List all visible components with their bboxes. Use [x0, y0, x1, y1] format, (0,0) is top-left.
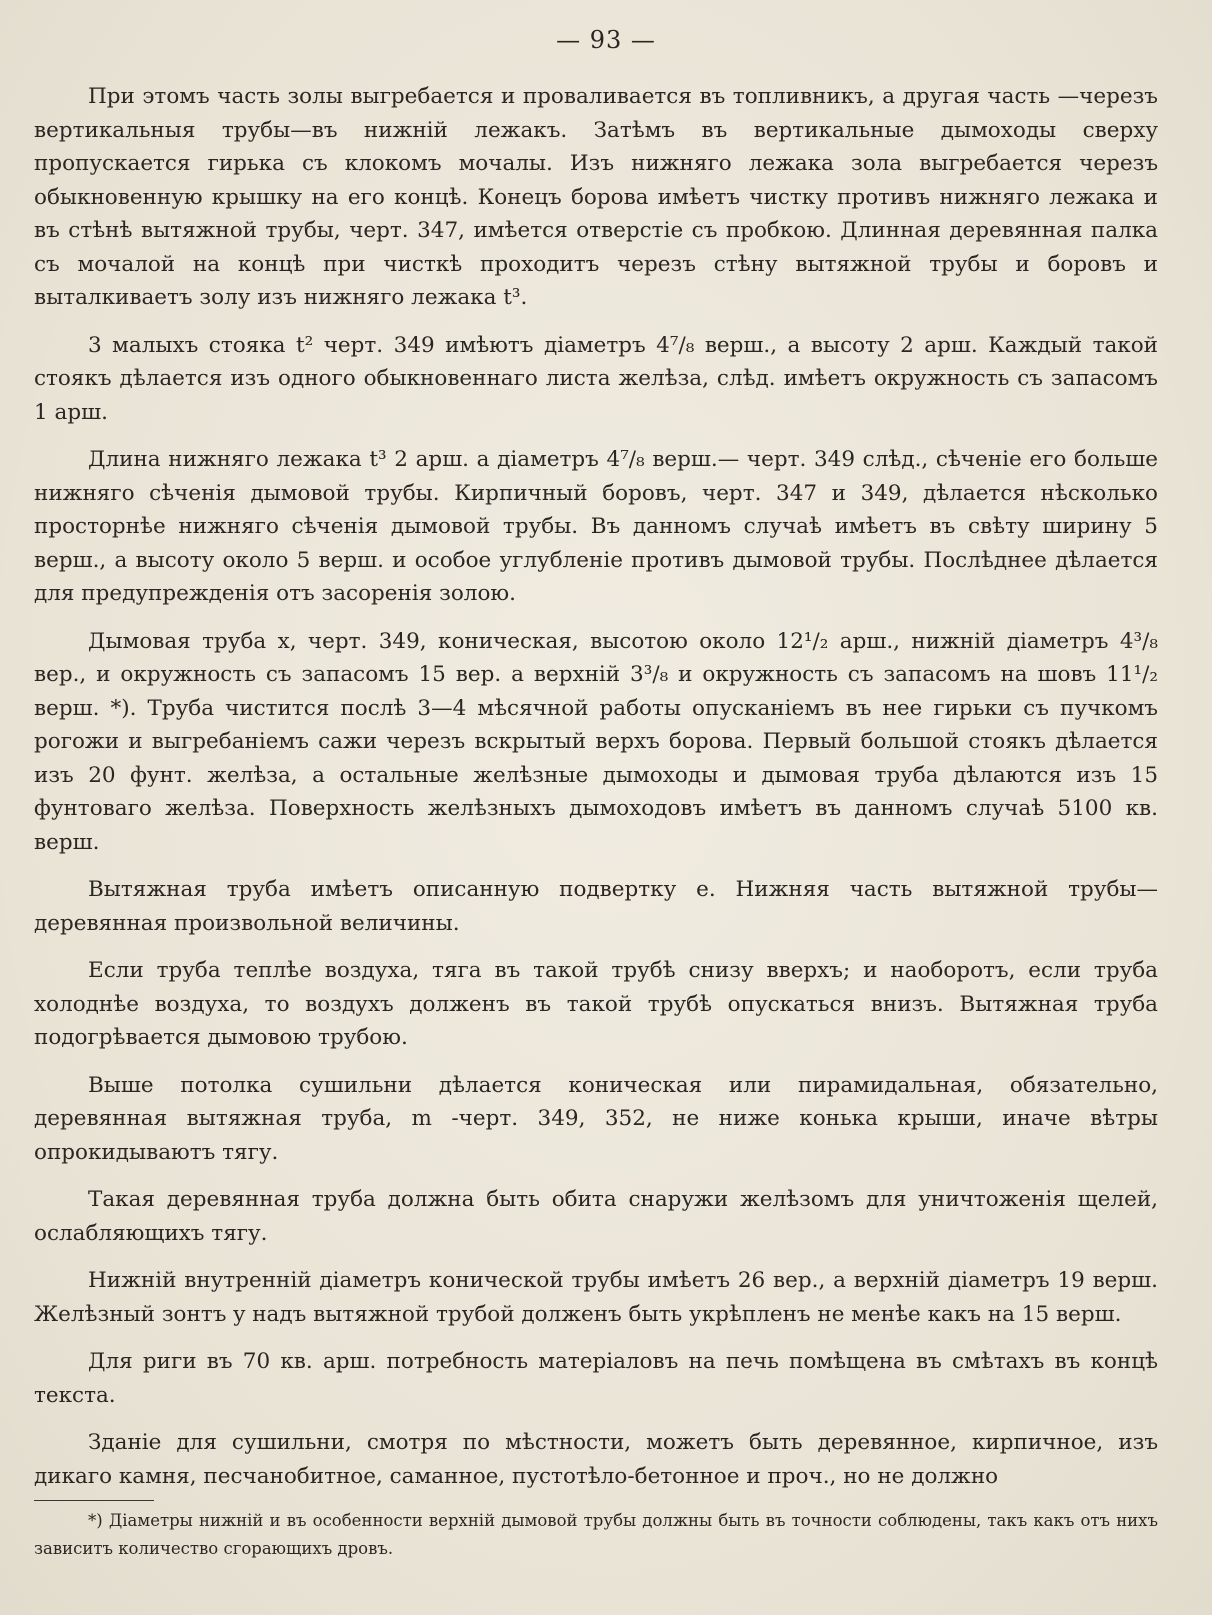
paragraph-2: 3 малыхъ стояка t² черт. 349 имѣютъ діаметръ 4⁷/₈ верш., а высоту 2 арш. Каждый такой стоякъ дѣлается изъ одного обыкновеннаго листа желѣза, слѣд. имѣетъ окружность съ запасомъ 1 арш. [34, 332, 1158, 425]
paragraph-6: Если труба теплѣе воздуха, тяга въ такой трубѣ снизу вверхъ; и наоборотъ, если труба холоднѣе воздуха, то воздухъ долженъ въ такой трубѣ опускаться внизъ. Вытяжная труба подогрѣвается дымовою трубою. [34, 958, 1158, 1050]
paragraph-1: При этомъ часть золы выгребается и проваливается въ топливникъ, а другая часть —черезъ вертикальныя трубы—въ нижній лежакъ. Затѣмъ въ вертикальные дымоходы сверху пропускается гирька съ клокомъ мочалы. Изъ нижняго лежака зола выгребается черезъ обыкновенную крышку на его концѣ. Конецъ борова имѣетъ чистку противъ нижняго лежака и въ стѣнѣ вытяжной трубы, черт. 347, имѣется отверстіе съ пробкою. Длинная деревянная палка съ мочалой на концѣ при чисткѣ проходитъ черезъ стѣну вытяжной трубы и боровъ и выталкиваетъ золу изъ нижняго лежака t³. [34, 84, 1158, 310]
page-number: — 93 — [556, 26, 656, 54]
paragraph-7: Выше потолка сушильни дѣлается коническая или пирамидальная, обязательно, деревянная вытяжная труба, m -черт. 349, 352, не ниже конька крыши, иначе вѣтры опрокидываютъ тягу. [34, 1072, 1158, 1165]
paragraph-4: Дымовая труба x, черт. 349, коническая, высотою около 12¹/₂ арш., нижній діаметръ 4³/₈ вер., и окружность съ запасомъ 15 вер. а верхній 3³/₈ и окружность съ запасомъ на шовъ 11¹/₂ верш. *). Труба чистится послѣ 3—4 мѣсячной работы опусканіемъ въ нее гирьки съ пучкомъ рогожи и выгребаніемъ сажи черезъ вскрытый верхъ борова. Первый большой стоякъ дѣлается изъ 20 фунт. желѣза, а остальные желѣзные дымоходы и дымовая труба дѣлаются изъ 15 фунтоваго желѣза. Поверхность желѣзныхъ дымоходовъ имѣетъ въ данномъ случаѣ 5100 кв. верш. [34, 628, 1158, 855]
paragraph-8: Такая деревянная труба должна быть обита снаружи желѣзомъ для уничтоженія щелей, ослабляющихъ тягу. [34, 1187, 1158, 1246]
paragraph-9: Нижній внутренній діаметръ конической трубы имѣетъ 26 вер., а верхній діаметръ 19 верш. Желѣзный зонтъ y надъ вытяжной трубой долженъ быть укрѣпленъ не менѣе какъ на 15 верш. [34, 1268, 1158, 1327]
paragraph-11: Зданіе для сушильни, смотря по мѣстности, можетъ быть деревянное, кирпичное, изъ дикаго камня, песчанобитное, саманное, пустотѣло-бетонное и проч., но не должно [34, 1430, 1158, 1489]
footnote: *) Діаметры нижній и въ особенности верхній дымовой трубы должны быть въ точности соблюдены, такъ какъ отъ нихъ зависитъ количество сгорающихъ дровъ. [34, 1511, 1158, 1558]
body-text [34, 80, 1158, 1507]
paragraph-5: Вытяжная труба имѣетъ описанную подвертку e. Нижняя часть вытяжной трубы—деревянная произвольной величины. [34, 877, 1158, 936]
paragraph-10: Для риги въ 70 кв. арш. потребность матеріаловъ на печь помѣщена въ смѣтахъ въ концѣ текста. [34, 1349, 1158, 1408]
footnote-divider [34, 1500, 154, 1501]
paragraph-3: Длина нижняго лежака t³ 2 арш. а діаметръ 4⁷/₈ верш.— черт. 349 слѣд., сѣченіе его больше нижняго сѣченія дымовой трубы. Кирпичный боровъ, черт. 347 и 349, дѣлается нѣсколько просторнѣе нижняго сѣченія дымовой трубы. Въ данномъ случаѣ имѣетъ въ свѣту ширину 5 верш., а высоту около 5 верш. и особое углубленіе противъ дымовой трубы. Послѣднее дѣлается для предупрежденія отъ засоренія золою. [34, 447, 1158, 606]
